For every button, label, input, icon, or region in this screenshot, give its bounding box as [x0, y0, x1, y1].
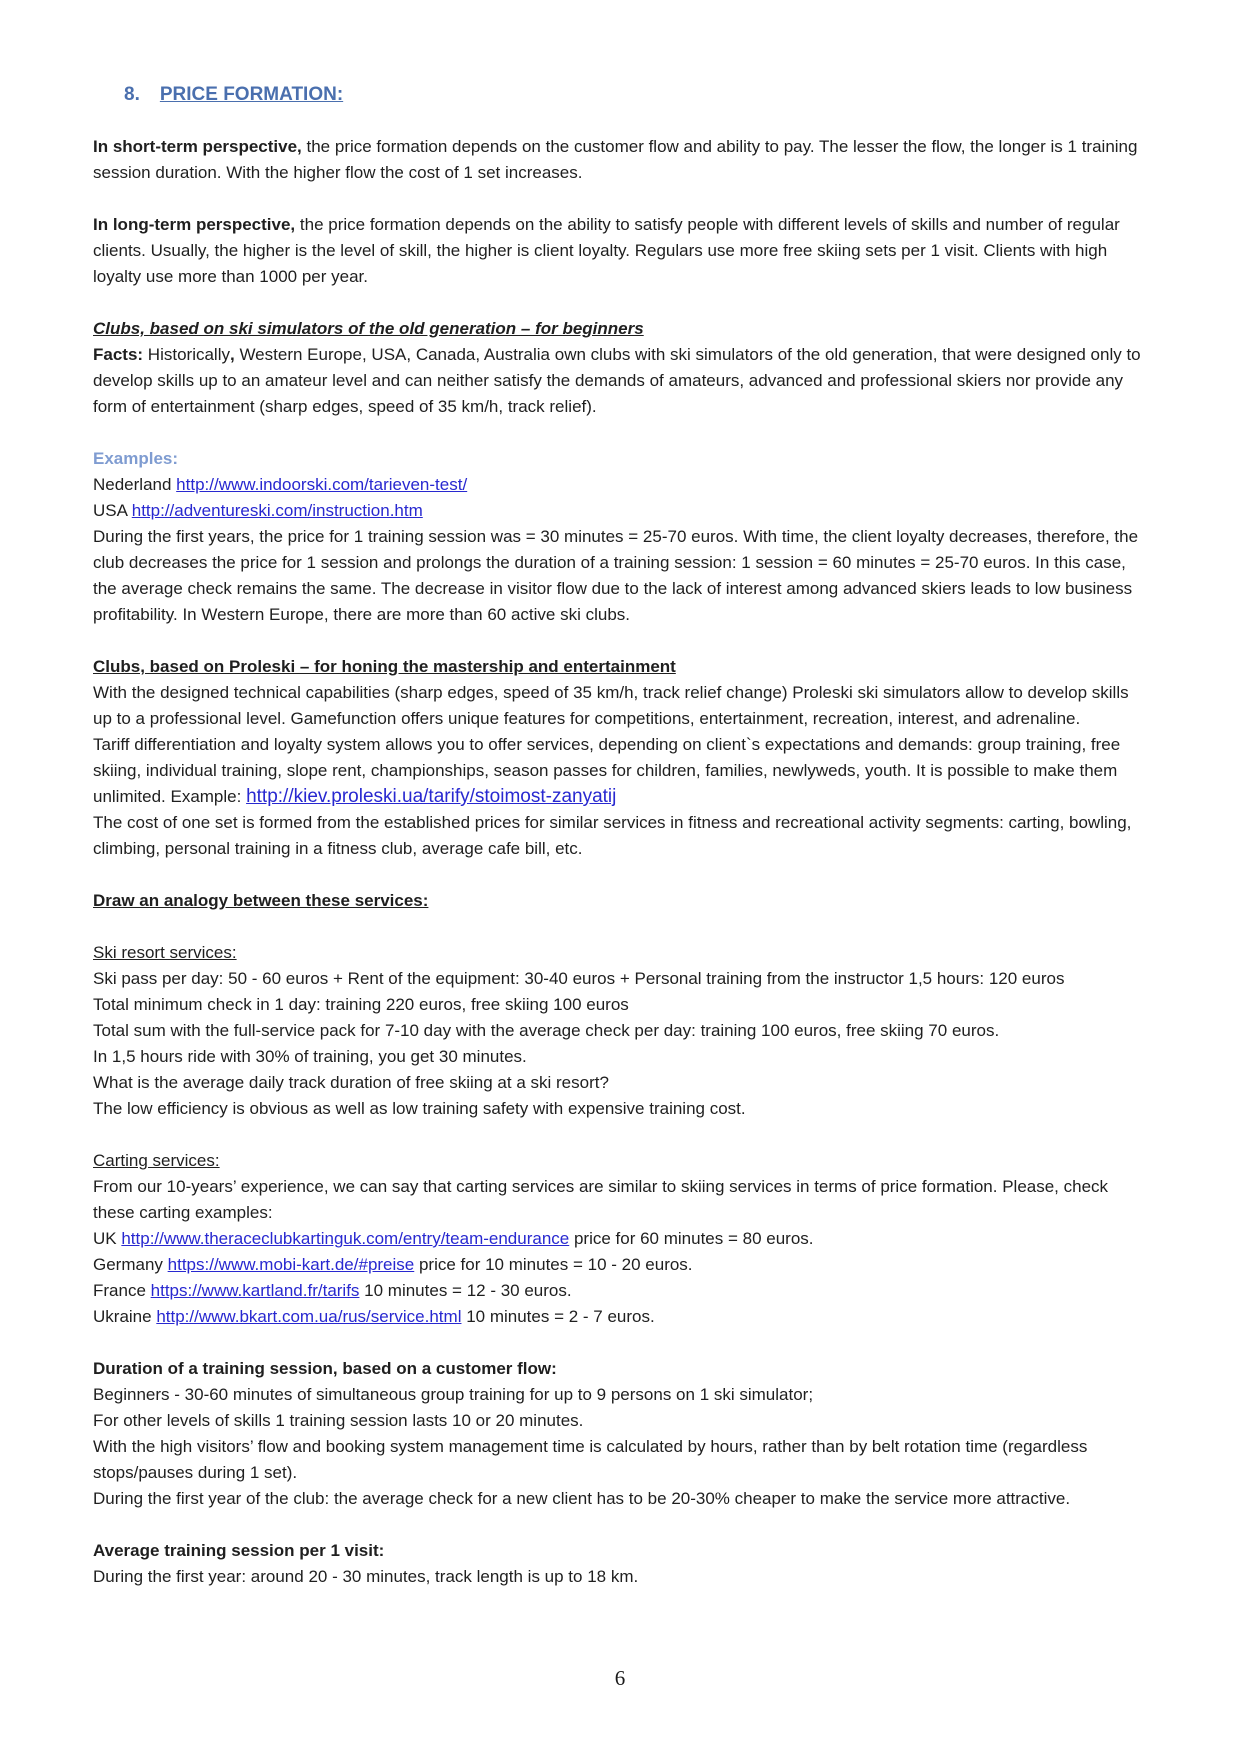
paragraph — [93, 1044, 1151, 1070]
paragraph — [93, 992, 1151, 1018]
text-segment: During the first year: around 20 - 30 minutes, track length is up to 18 km. — [93, 1567, 639, 1586]
text-segment: price for 60 minutes = 80 euros. — [569, 1229, 814, 1248]
paragraph — [93, 732, 1151, 810]
paragraph — [93, 1564, 1151, 1590]
paragraph — [93, 498, 1151, 524]
paragraph — [93, 1486, 1151, 1512]
section-heading — [93, 1538, 1151, 1564]
section-heading — [93, 888, 1151, 914]
text-segment: Ski resort services: — [93, 943, 237, 962]
text-segment: In long-term perspective, — [93, 215, 296, 234]
page-number: 6 — [614, 1666, 626, 1690]
hyperlink[interactable]: https://www.kartland.fr/tarifs — [150, 1281, 360, 1300]
text-segment: Facts: — [93, 345, 144, 364]
paragraph — [93, 1304, 1151, 1330]
text-segment: UK — [93, 1229, 122, 1248]
page-title — [124, 82, 1151, 108]
section-heading — [93, 1356, 1151, 1382]
text-segment: The low efficiency is obvious as well as low training safety with expensive training cost. — [93, 1099, 746, 1118]
text-segment: Germany — [93, 1255, 168, 1274]
hyperlink[interactable]: http://kiev.proleski.ua/tarify/stoimost-zanyatij — [246, 786, 617, 807]
hyperlink[interactable]: https://www.mobi-kart.de/#preise — [167, 1255, 415, 1274]
paragraph — [93, 1174, 1151, 1226]
text-segment: In short-term perspective, — [93, 137, 302, 156]
paragraph — [93, 342, 1151, 420]
section-heading — [93, 1148, 1151, 1174]
text-segment: With the designed technical capabilities (sharp edges, speed of 35 km/h, track relief change) Proleski ski simulators allow to develop skills up to a professional level. Gamefunction offers unique features for competitions, entertainment, recreation, interest, and adrenaline. — [93, 683, 1129, 728]
section-heading — [93, 316, 1151, 342]
text-segment: From our 10-years’ experience, we can say that carting services are similar to skiing services in terms of price formation. Please, check these carting examples: — [93, 1177, 1109, 1222]
text-segment: Tariff differentiation and loyalty system allows you to offer services, depending on client`s expectations and demands: group training, free skiing, individual training, slope rent, championships, season passes for children, families, newlyweds, youth. It is possible to make them unlimited. Example: — [93, 735, 1121, 806]
text-segment: With the high visitors’ flow and booking system management time is calculated by hours, rather than by belt rotation time (regardless stops/pauses during 1 set). — [93, 1437, 1088, 1482]
paragraph — [93, 1434, 1151, 1486]
text-segment: Examples: — [93, 449, 179, 468]
text-segment: Western Europe, USA, Canada, Australia own clubs with ski simulators of the old generation, that were designed only to develop skills up to an amateur level and can neither satisfy the demands of amateurs, advanced and professional skiers nor provide any form of entertainment (sharp edges, speed of 35 km/h, track relief). — [93, 345, 1141, 416]
section-heading — [93, 940, 1151, 966]
text-segment: In 1,5 hours ride with 30% of training, you get 30 minutes. — [93, 1047, 527, 1066]
text-segment: Average training session per 1 visit: — [93, 1541, 385, 1560]
paragraph — [93, 524, 1151, 628]
text-segment: Draw an analogy between these services: — [93, 891, 429, 910]
text-segment: During the first years, the price for 1 training session was = 30 minutes = 25-70 euros. With time, the client loyalty decreases, therefore, the club decreases the price for 1 session and prolongs the duration of a training session: 1 session = 60 minutes = 25-70 euros. In this case, the average check remains the same. The decrease in visitor flow due to the lack of interest among advanced skiers leads to low business profitability. In Western Europe, there are more than 60 active ski clubs. — [93, 527, 1139, 624]
text-segment: Beginners - 30-60 minutes of simultaneous group training for up to 9 persons on 1 ski simulator; — [93, 1385, 814, 1404]
text-segment: During the first year of the club: the average check for a new client has to be 20-30% cheaper to make the service more attractive. — [93, 1489, 1071, 1508]
text-segment: Ukraine — [93, 1307, 157, 1326]
text-segment: Duration of a training session, based on a customer flow: — [93, 1359, 557, 1378]
hyperlink[interactable]: http://www.bkart.com.ua/rus/service.html — [156, 1307, 462, 1326]
paragraph — [93, 1382, 1151, 1408]
text-segment: Clubs, based on ski simulators of the old generation – for beginners — [93, 319, 644, 338]
text-segment: France — [93, 1281, 151, 1300]
paragraph — [93, 1408, 1151, 1434]
document-content — [93, 82, 1151, 1590]
text-segment: Ski pass per day: 50 - 60 euros + Rent of the equipment: 30-40 euros + Personal training from the instructor 1,5 hours: 120 euros — [93, 969, 1065, 988]
text-segment: Clubs, based on Proleski – for honing the mastership and entertainment — [93, 657, 676, 676]
hyperlink[interactable]: http://www.indoorski.com/tarieven-test/ — [176, 475, 468, 494]
paragraph — [93, 212, 1151, 290]
text-segment: the price formation depends on the ability to satisfy people with different levels of skills and number of regular clients. Usually, the higher is the level of skill, the higher is client loyalty. Regulars use more free skiing sets per 1 visit. Clients with high loyalty use more than 1000 per year. — [93, 215, 1120, 286]
section-heading — [93, 654, 1151, 680]
heading-number: 8. — [124, 84, 140, 105]
text-segment: 10 minutes = 2 - 7 euros. — [461, 1307, 655, 1326]
hyperlink[interactable]: http://www.theraceclubkartinguk.com/entry/team-endurance — [121, 1229, 570, 1248]
paragraph — [93, 472, 1151, 498]
paragraph — [93, 1252, 1151, 1278]
text-segment: price for 10 minutes = 10 - 20 euros. — [414, 1255, 693, 1274]
text-segment: USA — [93, 501, 132, 520]
examples-label — [93, 446, 1151, 472]
text-segment: Total minimum check in 1 day: training 220 euros, free skiing 100 euros — [93, 995, 629, 1014]
text-segment: For other levels of skills 1 training session lasts 10 or 20 minutes. — [93, 1411, 584, 1430]
document-body — [93, 134, 1151, 1590]
paragraph — [93, 1096, 1151, 1122]
paragraph — [93, 810, 1151, 862]
paragraph — [93, 966, 1151, 992]
paragraph — [93, 1070, 1151, 1096]
paragraph — [93, 134, 1151, 186]
text-segment: the price formation depends on the customer flow and ability to pay. The lesser the flow, the longer is 1 training session duration. With the higher flow the cost of 1 set increases. — [93, 137, 1138, 182]
paragraph — [93, 1018, 1151, 1044]
paragraph — [93, 1278, 1151, 1304]
text-segment: Nederland — [93, 475, 177, 494]
hyperlink[interactable]: http://adventureski.com/instruction.htm — [131, 501, 423, 520]
text-segment: Total sum with the full-service pack for 7-10 day with the average check per day: training 100 euros, free skiing 70 euros. — [93, 1021, 1000, 1040]
heading-label: PRICE FORMATION: — [159, 84, 344, 105]
text-segment: What is the average daily track duration of free skiing at a ski resort? — [93, 1073, 609, 1092]
text-segment: Historically — [143, 345, 230, 364]
text-segment: , — [229, 345, 235, 364]
text-segment: 10 minutes = 12 - 30 euros. — [359, 1281, 572, 1300]
text-segment: Carting services: — [93, 1151, 220, 1170]
text-segment: The cost of one set is formed from the established prices for similar services in fitness and recreational activity segments: carting, bowling, climbing, personal training in a fitness club, average cafe bill, etc. — [93, 813, 1132, 858]
paragraph — [93, 680, 1151, 732]
paragraph — [93, 1226, 1151, 1252]
